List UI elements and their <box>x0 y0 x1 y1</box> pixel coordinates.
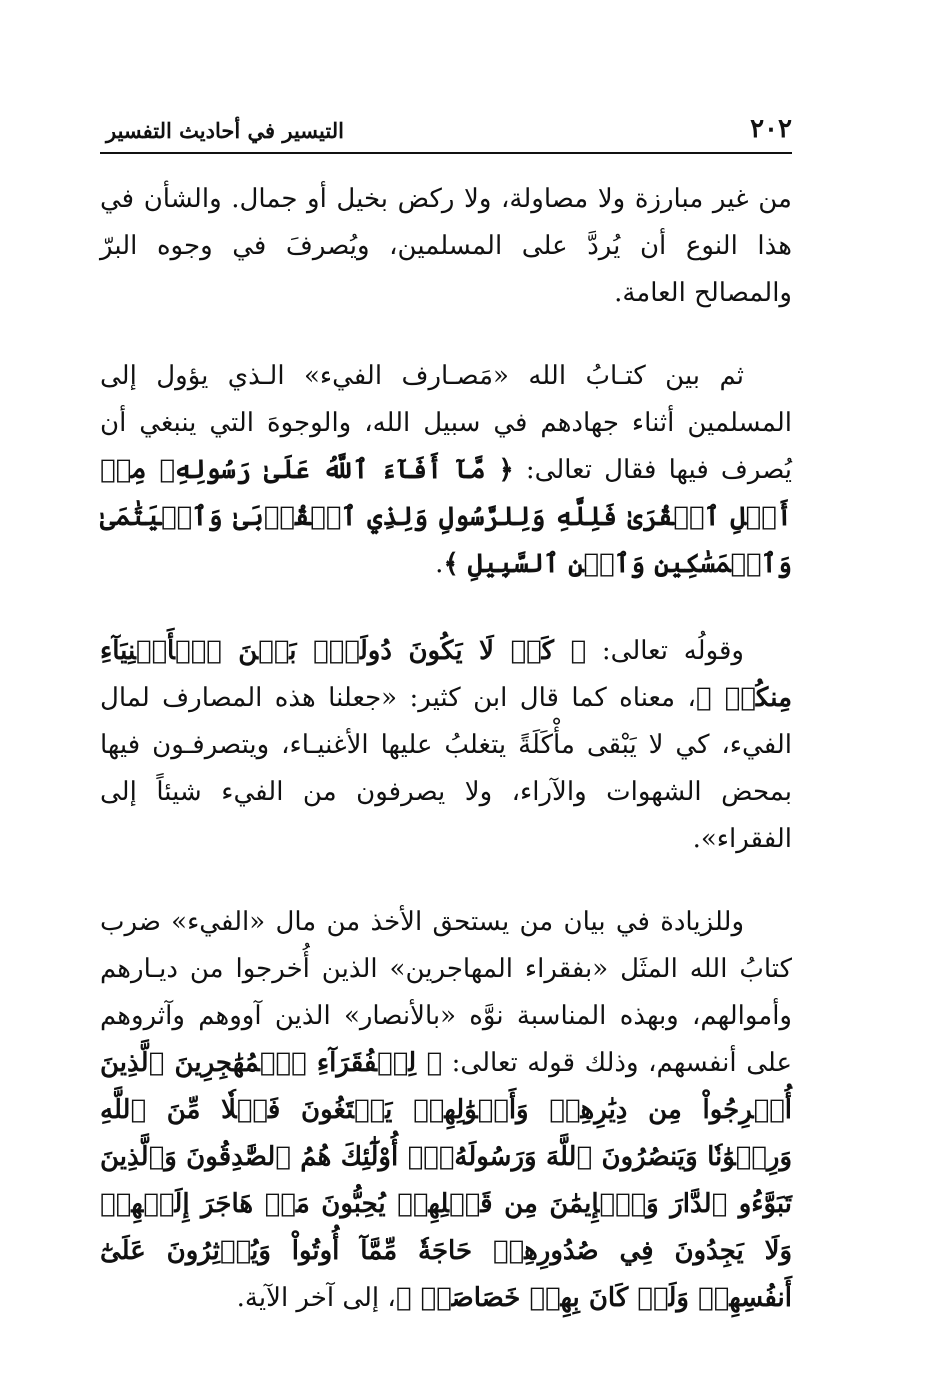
paragraph-3-text-before: وقولُه تعالى: <box>586 636 744 666</box>
running-header <box>100 112 792 154</box>
paragraph-1-text: من غير مبارزة ولا مصاولة، ولا ركض بخيل أو جمال. والشأن في هذا النوع أن يُردَّ على المسلمين، ويُصرفَ في وجوه البرّ والمصالح العامة. <box>100 184 792 308</box>
quran-verse-1: ﴿ مَّآ أَفَآءَ ٱللَّهُ عَلَىٰ رَسُولِهِۦ مِنۡ أَهۡلِ ٱلۡقُرَىٰ فَلِلَّهِ وَلِلرَّسُولِ وَلِذِي ٱلۡقُرۡبَىٰ وَٱلۡيَتَٰمَىٰ وَٱلۡمَسَٰكِينِ وَٱبۡنِ ٱلسَّبِيلِ ﴾ <box>100 455 792 579</box>
paragraph-3-text-after: ، معناه كما قال ابن كثير: «جعلنا هذه المصارف لمال الفيء، كي لا يَبْقى مأْكَلَةً يتغلبُ عليها الأغنيـاء، ويتصرفـون فيها بمحض الشهوات والآراء، ولا يصرفون من الفيء شيئاً إلى الفقراء». <box>100 683 792 854</box>
quran-verse-3: ﴿ لِلۡفُقَرَآءِ ٱلۡمُهَٰجِرِينَ ٱلَّذِينَ أُخۡرِجُواْ مِن دِيَٰرِهِمۡ وَأَمۡوَٰلِهِمۡ يَبۡتَغُونَ فَضۡلٗا مِّنَ ٱللَّهِ وَرِضۡوَٰنٗا وَيَنصُرُونَ ٱللَّهَ وَرَسُولَهُۥٓۚ أُوْلَٰٓئِكَ هُمُ ٱلصَّٰدِقُونَ وَٱلَّذِينَ تَبَوَّءُو ٱلدَّارَ وَٱلۡإِيمَٰنَ مِن قَبۡلِهِمۡ يُحِبُّونَ مَنۡ هَاجَرَ إِلَيۡهِمۡ وَلَا يَجِدُونَ فِي صُدُورِهِمۡ حَاجَةٗ مِّمَّآ أُوتُواْ وَيُؤۡثِرُونَ عَلَىٰٓ أَنفُسِهِمۡ وَلَوۡ كَانَ بِهِمۡ خَصَاصَةٞ ﴾ <box>100 1048 792 1313</box>
book-title: التيسير في أحاديث التفسير <box>106 118 344 143</box>
paragraph-4 <box>100 899 792 1322</box>
paragraph-2 <box>100 353 792 588</box>
quran-verse-2: ﴿ كَيۡ لَا يَكُونَ دُولَةَۢ بَيۡنَ ٱلۡأَغۡنِيَآءِ مِنكُمۡ ﴾ <box>100 636 792 713</box>
paragraph-3 <box>100 628 792 863</box>
body-text <box>100 176 792 1322</box>
paragraph-2-text-before: ثم بين كتـابُ الله «مَصـارف الفيء» الـذي يؤول إلى المسلمين أثناء جهادهم في سبيل الله، والوجوهَ التي ينبغي أن يُصرف فيها فقال تعالى: <box>100 361 792 485</box>
paragraph-4-text-after: ، إلى آخر الآية. <box>236 1283 396 1313</box>
paragraph-4-text-before: وللزيادة في بيان من يستحق الأخذ من مال «الفيء» ضرب كتابُ الله المثَل «بفقراء المهاجرين» الذين أُخرجوا من ديـارهم وأموالهم، وبهذه المناسبة نوَّه «بالأنصار» الذين آووهم وآثروهم على أنفسهم، وذلك قوله تعالى: <box>100 907 792 1078</box>
paragraph-2-text-after: . <box>435 549 444 579</box>
paragraph-1 <box>100 176 792 317</box>
page-number: ٢٠٢ <box>750 114 792 144</box>
